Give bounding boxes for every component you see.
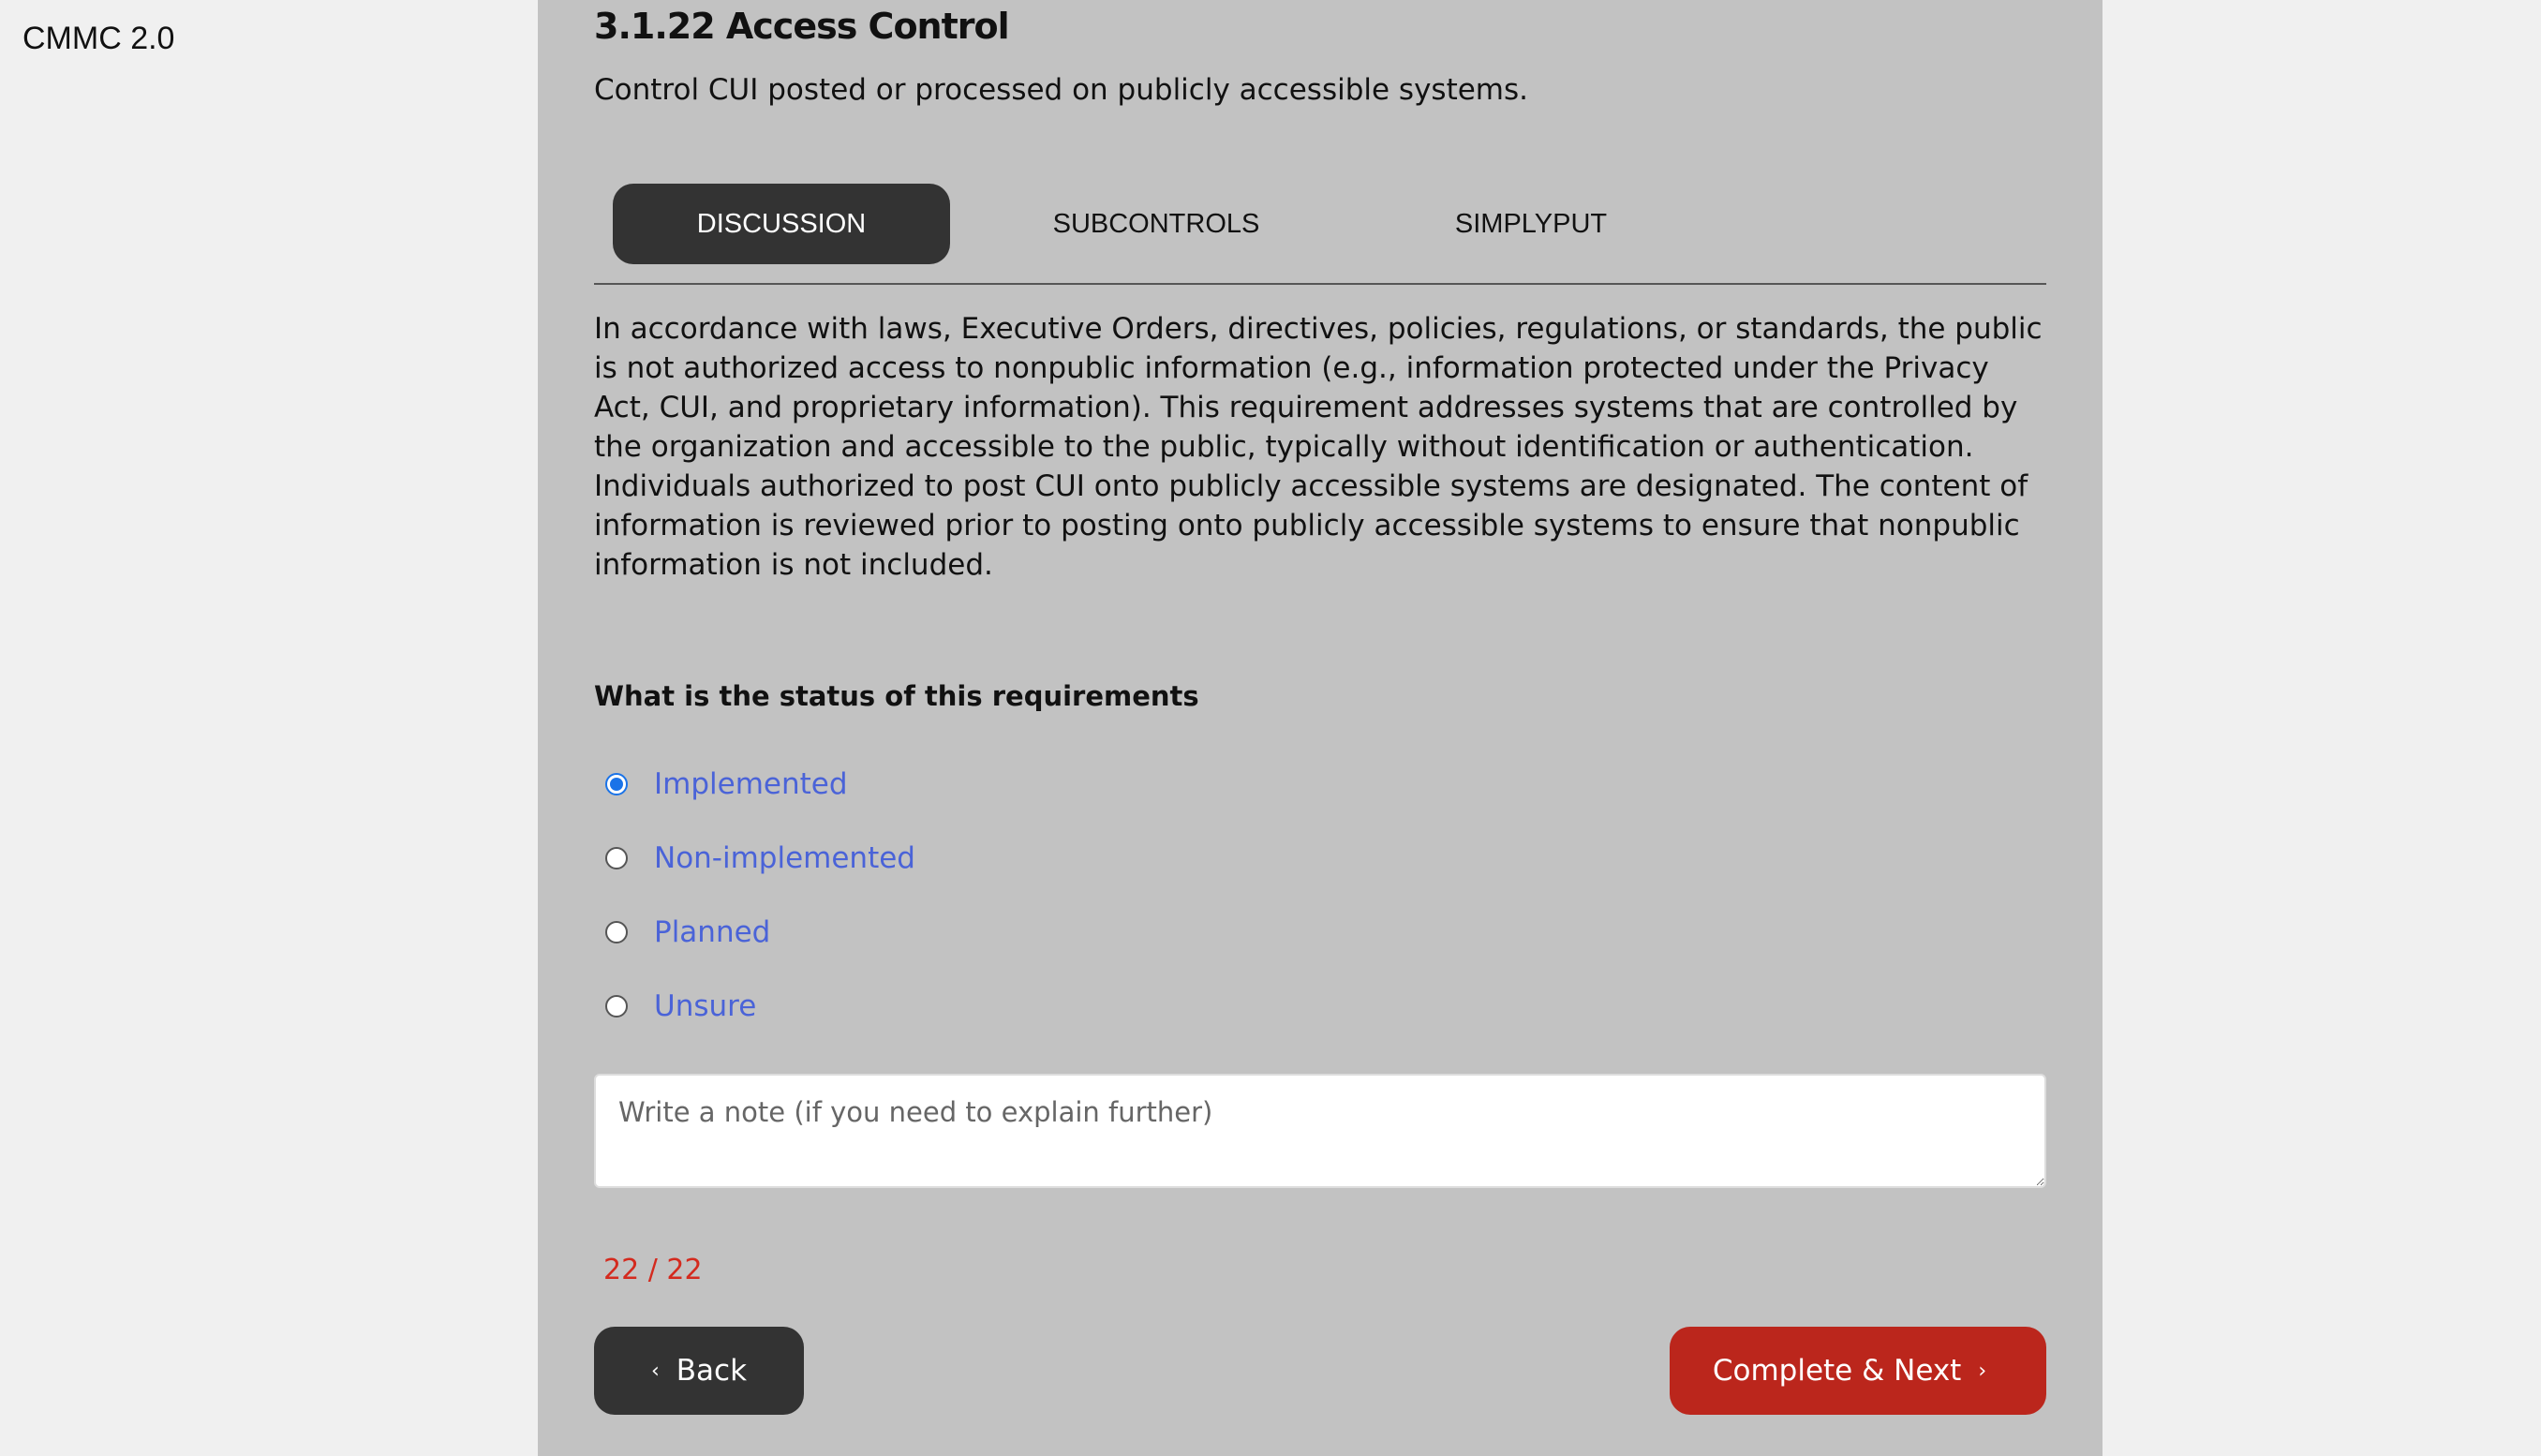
radio-unsure[interactable] (605, 995, 628, 1018)
status-option-label[interactable]: Unsure (654, 988, 757, 1023)
status-option-non-implemented[interactable] (594, 824, 2046, 898)
status-option-label[interactable]: Planned (654, 914, 771, 949)
discussion-text: In accordance with laws, Executive Orders, directives, policies, regulations, or standards, the public is not authorized access to nonpublic information (e.g., information protected under the Privacy Act, CUI, and proprietary information). This requirement addresses systems that are controlled by the organization and accessible to the public, typically without identification or authentication. Individuals authorized to post CUI onto publicly accessible systems are designated. The content of information is reviewed prior to posting onto publicly accessible systems to ensure that nonpublic information is not included. (594, 312, 2043, 582)
status-option-planned[interactable] (594, 898, 2046, 972)
radio-planned[interactable] (605, 921, 628, 943)
status-option-implemented[interactable] (594, 750, 2046, 824)
status-option-label[interactable]: Implemented (654, 766, 848, 801)
progress-counter: 22 / 22 (603, 1254, 703, 1286)
control-subtitle: Control CUI posted or processed on publicly accessible systems. (594, 73, 1529, 107)
note-input[interactable] (594, 1074, 2046, 1188)
chevron-left-icon: ‹ (650, 1359, 660, 1383)
back-button-label: Back (676, 1354, 748, 1388)
status-radio-group (594, 750, 2046, 1046)
app-brand: CMMC 2.0 (22, 21, 175, 56)
status-option-label[interactable]: Non-implemented (654, 840, 915, 875)
chevron-right-icon: › (1978, 1359, 1987, 1383)
back-button[interactable] (594, 1327, 804, 1415)
tab-simplyput[interactable]: SIMPLYPUT (1454, 208, 1608, 239)
tab-discussion[interactable]: DISCUSSION (613, 184, 950, 264)
complete-next-button[interactable] (1670, 1327, 2046, 1415)
status-option-unsure[interactable] (594, 972, 2046, 1046)
tab-subcontrols[interactable]: SUBCONTROLS (1052, 208, 1260, 239)
status-question: What is the status of this requirements (594, 680, 1199, 712)
radio-implemented[interactable] (605, 773, 628, 795)
complete-next-label: Complete & Next (1712, 1354, 1962, 1388)
control-panel (538, 0, 2103, 1456)
tab-bar (594, 184, 2046, 285)
radio-selected-dot (610, 778, 623, 791)
radio-non-implemented[interactable] (605, 847, 628, 869)
page-title: 3.1.22 Access Control (594, 6, 1009, 47)
